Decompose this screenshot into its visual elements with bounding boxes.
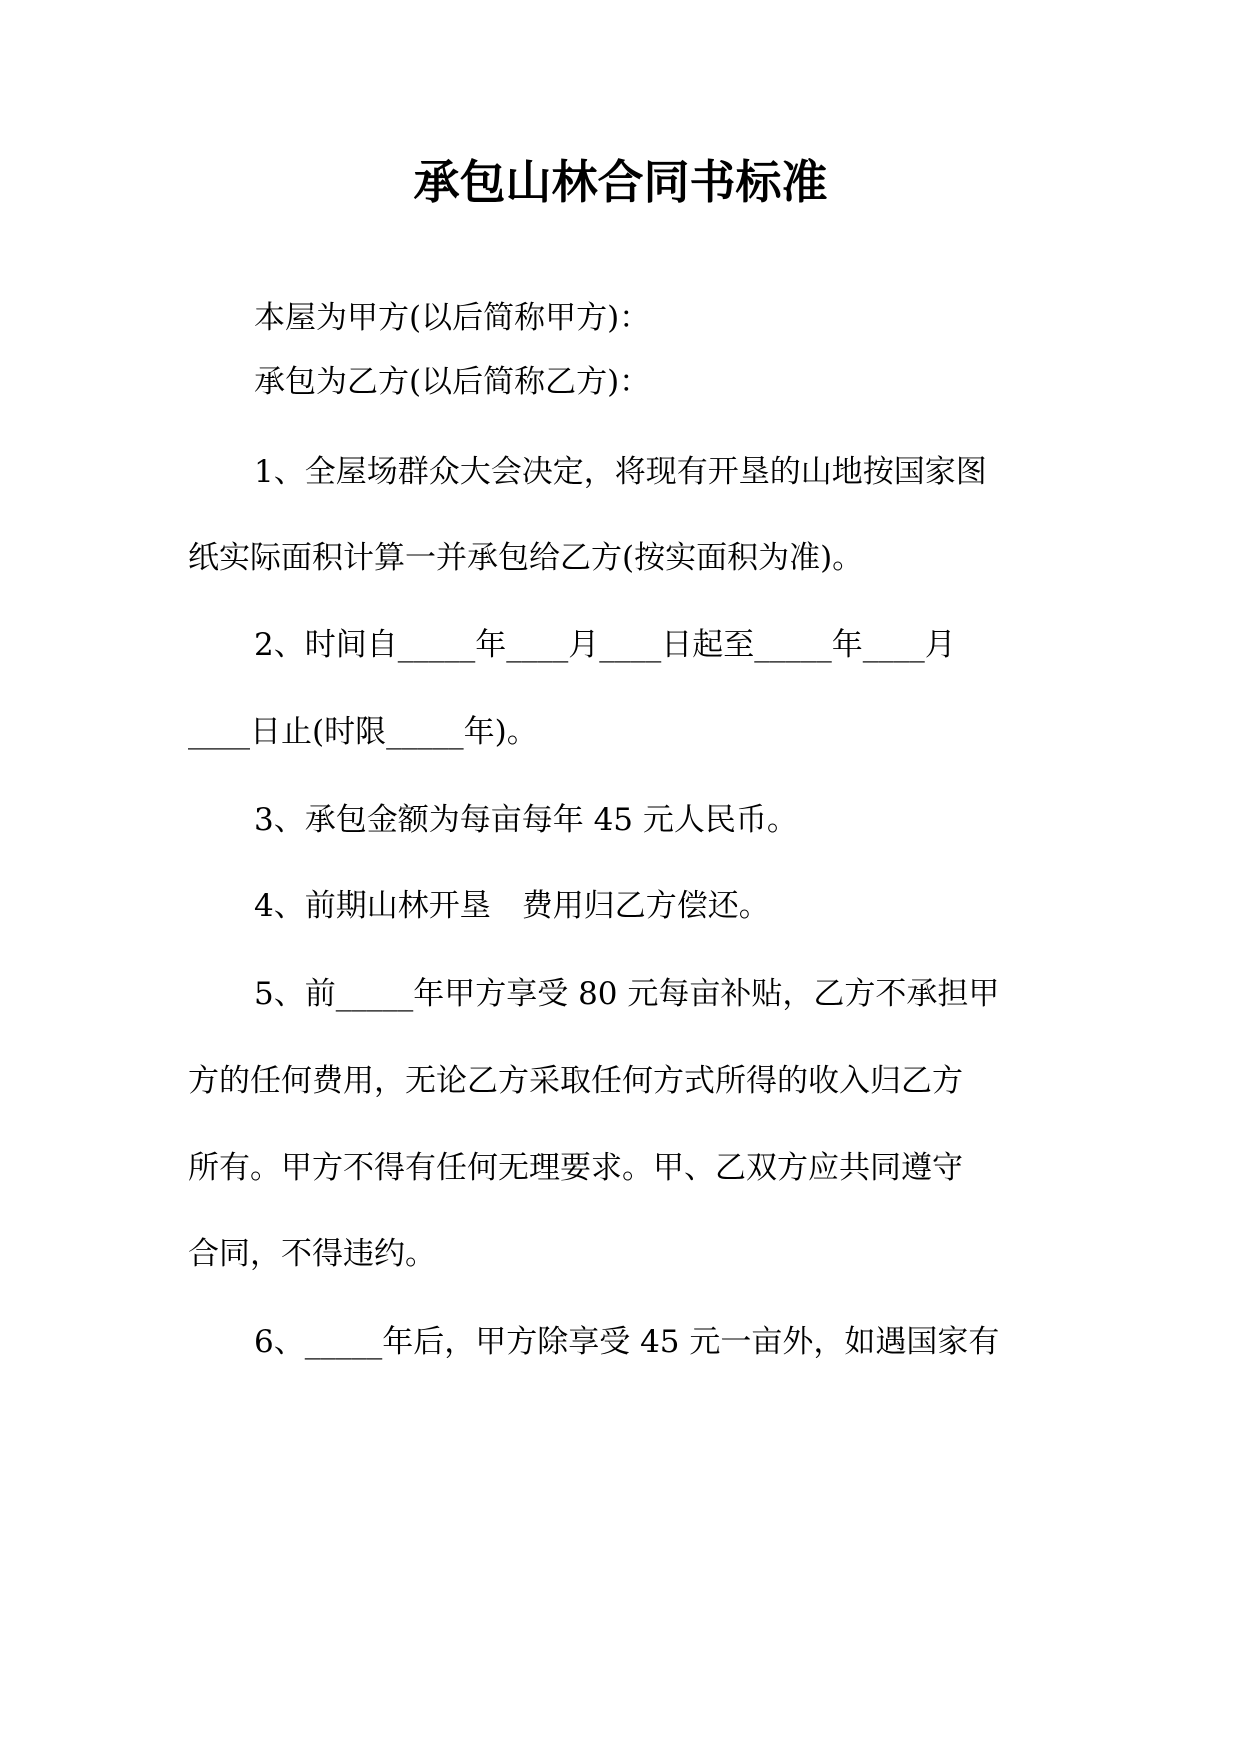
clause-1-line-1: 1、全屋场群众大会决定，将现有开垦的山地按国家图 — [254, 454, 987, 490]
clause-5-line-4: 合同，不得违约。 — [188, 1236, 436, 1272]
clause-2-line-1: 2、时间自_____年____月____日起至_____年____月 — [254, 627, 956, 663]
clause-2-line-2: ____日止(时限_____年)。 — [188, 714, 538, 750]
party-b-line: 承包为乙方(以后简称乙方)： — [254, 364, 651, 400]
party-a-line: 本屋为甲方(以后简称甲方)： — [254, 300, 651, 336]
clause-6-line-1: 6、_____年后，甲方除享受 45 元一亩外，如遇国家有 — [254, 1324, 1000, 1360]
clause-3-line: 3、承包金额为每亩每年 45 元人民币。 — [254, 802, 798, 838]
document-title: 承包山林合同书标准 — [413, 155, 828, 209]
clause-5-line-2: 方的任何费用，无论乙方采取任何方式所得的收入归乙方 — [188, 1063, 963, 1099]
clause-5-line-1: 5、前_____年甲方享受 80 元每亩补贴，乙方不承担甲 — [254, 976, 1000, 1012]
clause-5-line-3: 所有。甲方不得有任何无理要求。甲、乙双方应共同遵守 — [188, 1150, 963, 1186]
clause-4-line: 4、前期山林开垦 费用归乙方偿还。 — [254, 888, 770, 924]
clause-1-line-2: 纸实际面积计算一并承包给乙方(按实面积为准)。 — [188, 540, 864, 576]
